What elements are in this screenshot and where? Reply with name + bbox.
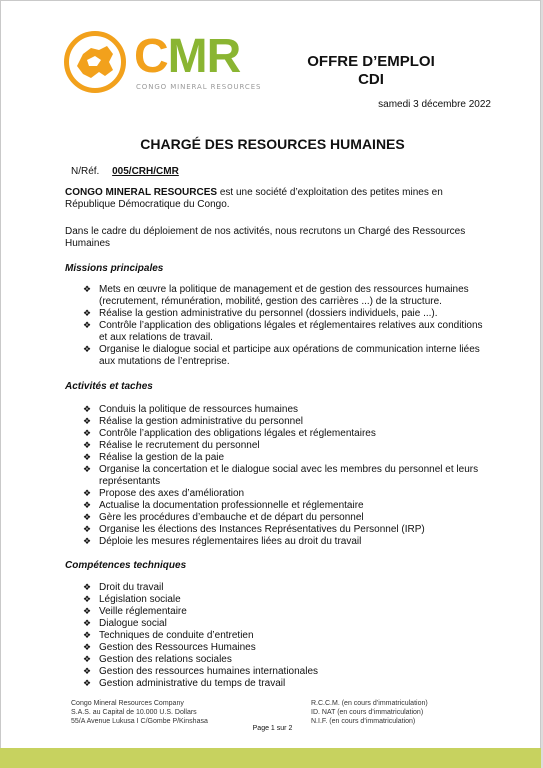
list-item-text: Mets en œuvre la politique de management et de gestion des ressources humaines (recrutement, rémunération, mobilité, gestion des carrières ...) de la structure. bbox=[99, 284, 469, 307]
footer-company-info bbox=[71, 699, 208, 726]
company-name: CONGO MINERAL RESOURCES bbox=[65, 187, 218, 198]
footer-right-line: ID. NAT (en cours d’immatriculation) bbox=[311, 709, 424, 716]
diamond-bullet-icon: ❖ bbox=[83, 667, 92, 677]
intro-paragraph bbox=[65, 187, 475, 211]
diamond-bullet-icon: ❖ bbox=[83, 513, 92, 523]
list-item bbox=[83, 440, 483, 452]
list-item-text: Dialogue social bbox=[99, 618, 167, 629]
footer-registration-info bbox=[311, 699, 428, 726]
list-item bbox=[83, 654, 483, 666]
list-item bbox=[83, 488, 483, 500]
diamond-bullet-icon: ❖ bbox=[83, 429, 92, 439]
diamond-bullet-icon: ❖ bbox=[83, 525, 92, 535]
list-item-text: Gestion des Ressources Humaines bbox=[99, 642, 256, 653]
list-item bbox=[83, 512, 483, 524]
list-item bbox=[83, 678, 483, 690]
diamond-bullet-icon: ❖ bbox=[83, 405, 92, 415]
footer-left-line: S.A.S. au Capital de 10.000 U.S. Dollars bbox=[71, 709, 197, 716]
list-item-text: Techniques de conduite d’entretien bbox=[99, 630, 254, 641]
diamond-bullet-icon: ❖ bbox=[83, 321, 92, 331]
job-title: CHARGÉ DES RESOURCES HUMAINES bbox=[140, 136, 405, 152]
company-description: est une société d’exploitation des petites mines en République Démocratique du Congo. bbox=[65, 187, 443, 210]
skills-heading: Compétences techniques bbox=[65, 560, 187, 571]
footer-left-line: Congo Mineral Resources Company bbox=[71, 700, 184, 707]
diamond-bullet-icon: ❖ bbox=[83, 595, 92, 605]
diamond-bullet-icon: ❖ bbox=[83, 655, 92, 665]
list-item-text: Gestion des relations sociales bbox=[99, 654, 232, 665]
list-item-text: Organise le dialogue social et participe aux opérations de communication interne liées aux mutations de l’entreprise. bbox=[99, 344, 480, 367]
list-item-text: Gestion administrative du temps de travail bbox=[99, 678, 286, 689]
list-item-text: Gestion des ressources humaines internationales bbox=[99, 666, 319, 677]
list-item-text: Organise les élections des Instances Représentatives du Personnel (IRP) bbox=[99, 524, 425, 535]
list-item bbox=[83, 630, 483, 642]
list-item bbox=[83, 500, 483, 512]
diamond-bullet-icon: ❖ bbox=[83, 417, 92, 427]
diamond-bullet-icon: ❖ bbox=[83, 345, 92, 355]
list-item bbox=[83, 416, 483, 428]
list-item bbox=[83, 428, 483, 440]
list-item-text: Propose des axes d’amélioration bbox=[99, 488, 245, 499]
list-item bbox=[83, 524, 483, 536]
list-item-text: Réalise la gestion administrative du personnel bbox=[99, 416, 304, 427]
offer-heading bbox=[301, 53, 441, 89]
list-item bbox=[83, 452, 483, 464]
reference bbox=[71, 166, 179, 177]
diamond-bullet-icon: ❖ bbox=[83, 285, 92, 295]
activities-list bbox=[83, 404, 483, 548]
reference-label: N/Réf. bbox=[71, 166, 100, 177]
reference-number: 005/CRH/CMR bbox=[112, 166, 179, 177]
diamond-bullet-icon: ❖ bbox=[83, 465, 92, 475]
list-item bbox=[83, 320, 483, 344]
document-date: samedi 3 décembre 2022 bbox=[378, 99, 491, 110]
logo-wordmark bbox=[134, 32, 240, 82]
list-item-text: Déploie les mesures réglementaires liées au droit du travail bbox=[99, 536, 362, 547]
list-item-text: Réalise la gestion administrative du personnel (dossiers individuels, paie ...). bbox=[99, 308, 438, 319]
list-item bbox=[83, 594, 483, 606]
list-item bbox=[83, 284, 483, 308]
cmr-logo bbox=[64, 31, 264, 101]
page-number: Page 1 sur 2 bbox=[252, 725, 293, 732]
list-item-text: Droit du travail bbox=[99, 582, 164, 593]
diamond-bullet-icon: ❖ bbox=[83, 631, 92, 641]
footer-right-line: N.I.F. (en cours d’immatriculation) bbox=[311, 718, 416, 725]
list-item bbox=[83, 642, 483, 654]
list-item-text: Gère les procédures d’embauche et de départ du personnel bbox=[99, 512, 364, 523]
logo-subtitle: CONGO MINERAL RESOURCES bbox=[136, 83, 262, 91]
list-item-text: Réalise la gestion de la paie bbox=[99, 452, 225, 463]
diamond-bullet-icon: ❖ bbox=[83, 679, 92, 689]
list-item bbox=[83, 606, 483, 618]
logo-letter-c: C bbox=[134, 30, 168, 83]
missions-list bbox=[83, 284, 483, 368]
list-item-text: Législation sociale bbox=[99, 594, 181, 605]
skills-list bbox=[83, 582, 483, 690]
activities-heading: Activités et taches bbox=[65, 381, 153, 392]
list-item bbox=[83, 582, 483, 594]
diamond-bullet-icon: ❖ bbox=[83, 643, 92, 653]
list-item-text: Actualise la documentation professionnelle et réglementaire bbox=[99, 500, 364, 511]
logo-emblem-icon bbox=[64, 31, 126, 93]
diamond-bullet-icon: ❖ bbox=[83, 619, 92, 629]
diamond-bullet-icon: ❖ bbox=[83, 309, 92, 319]
list-item-text: Conduis la politique de ressources humaines bbox=[99, 404, 299, 415]
list-item-text: Contrôle l’application des obligations légales et réglementaires bbox=[99, 428, 376, 439]
diamond-bullet-icon: ❖ bbox=[83, 607, 92, 617]
list-item bbox=[83, 618, 483, 630]
missions-heading: Missions principales bbox=[65, 263, 164, 274]
diamond-bullet-icon: ❖ bbox=[83, 441, 92, 451]
footer-right-line: R.C.C.M. (en cours d’immatriculation) bbox=[311, 700, 428, 707]
list-item-text: Contrôle l’application des obligations légales et réglementaires relatives aux conditions et aux relations de travail. bbox=[99, 320, 483, 343]
list-item bbox=[83, 666, 483, 678]
list-item-text: Veille réglementaire bbox=[99, 606, 187, 617]
list-item bbox=[83, 344, 483, 368]
list-item bbox=[83, 536, 483, 548]
logo-letters-mr: MR bbox=[167, 30, 241, 83]
diamond-bullet-icon: ❖ bbox=[83, 501, 92, 511]
list-item bbox=[83, 308, 483, 320]
footer-left-line: 55/A Avenue Lukusa I C/Gombe P/Kinshasa bbox=[71, 718, 208, 725]
list-item-text: Réalise le recrutement du personnel bbox=[99, 440, 260, 451]
list-item-text: Organise la concertation et le dialogue social avec les membres du personnel et leurs représentants bbox=[99, 464, 479, 487]
diamond-bullet-icon: ❖ bbox=[83, 583, 92, 593]
recruitment-paragraph: Dans le cadre du déploiement de nos activités, nous recrutons un Chargé des Ressources Humaines bbox=[65, 226, 466, 249]
list-item bbox=[83, 404, 483, 416]
diamond-bullet-icon: ❖ bbox=[83, 537, 92, 547]
footer-color-bar bbox=[0, 748, 543, 768]
diamond-bullet-icon: ❖ bbox=[83, 453, 92, 463]
diamond-bullet-icon: ❖ bbox=[83, 489, 92, 499]
list-item bbox=[83, 464, 483, 488]
offer-type: OFFRE D’EMPLOI bbox=[307, 53, 435, 70]
contract-type: CDI bbox=[358, 71, 384, 88]
